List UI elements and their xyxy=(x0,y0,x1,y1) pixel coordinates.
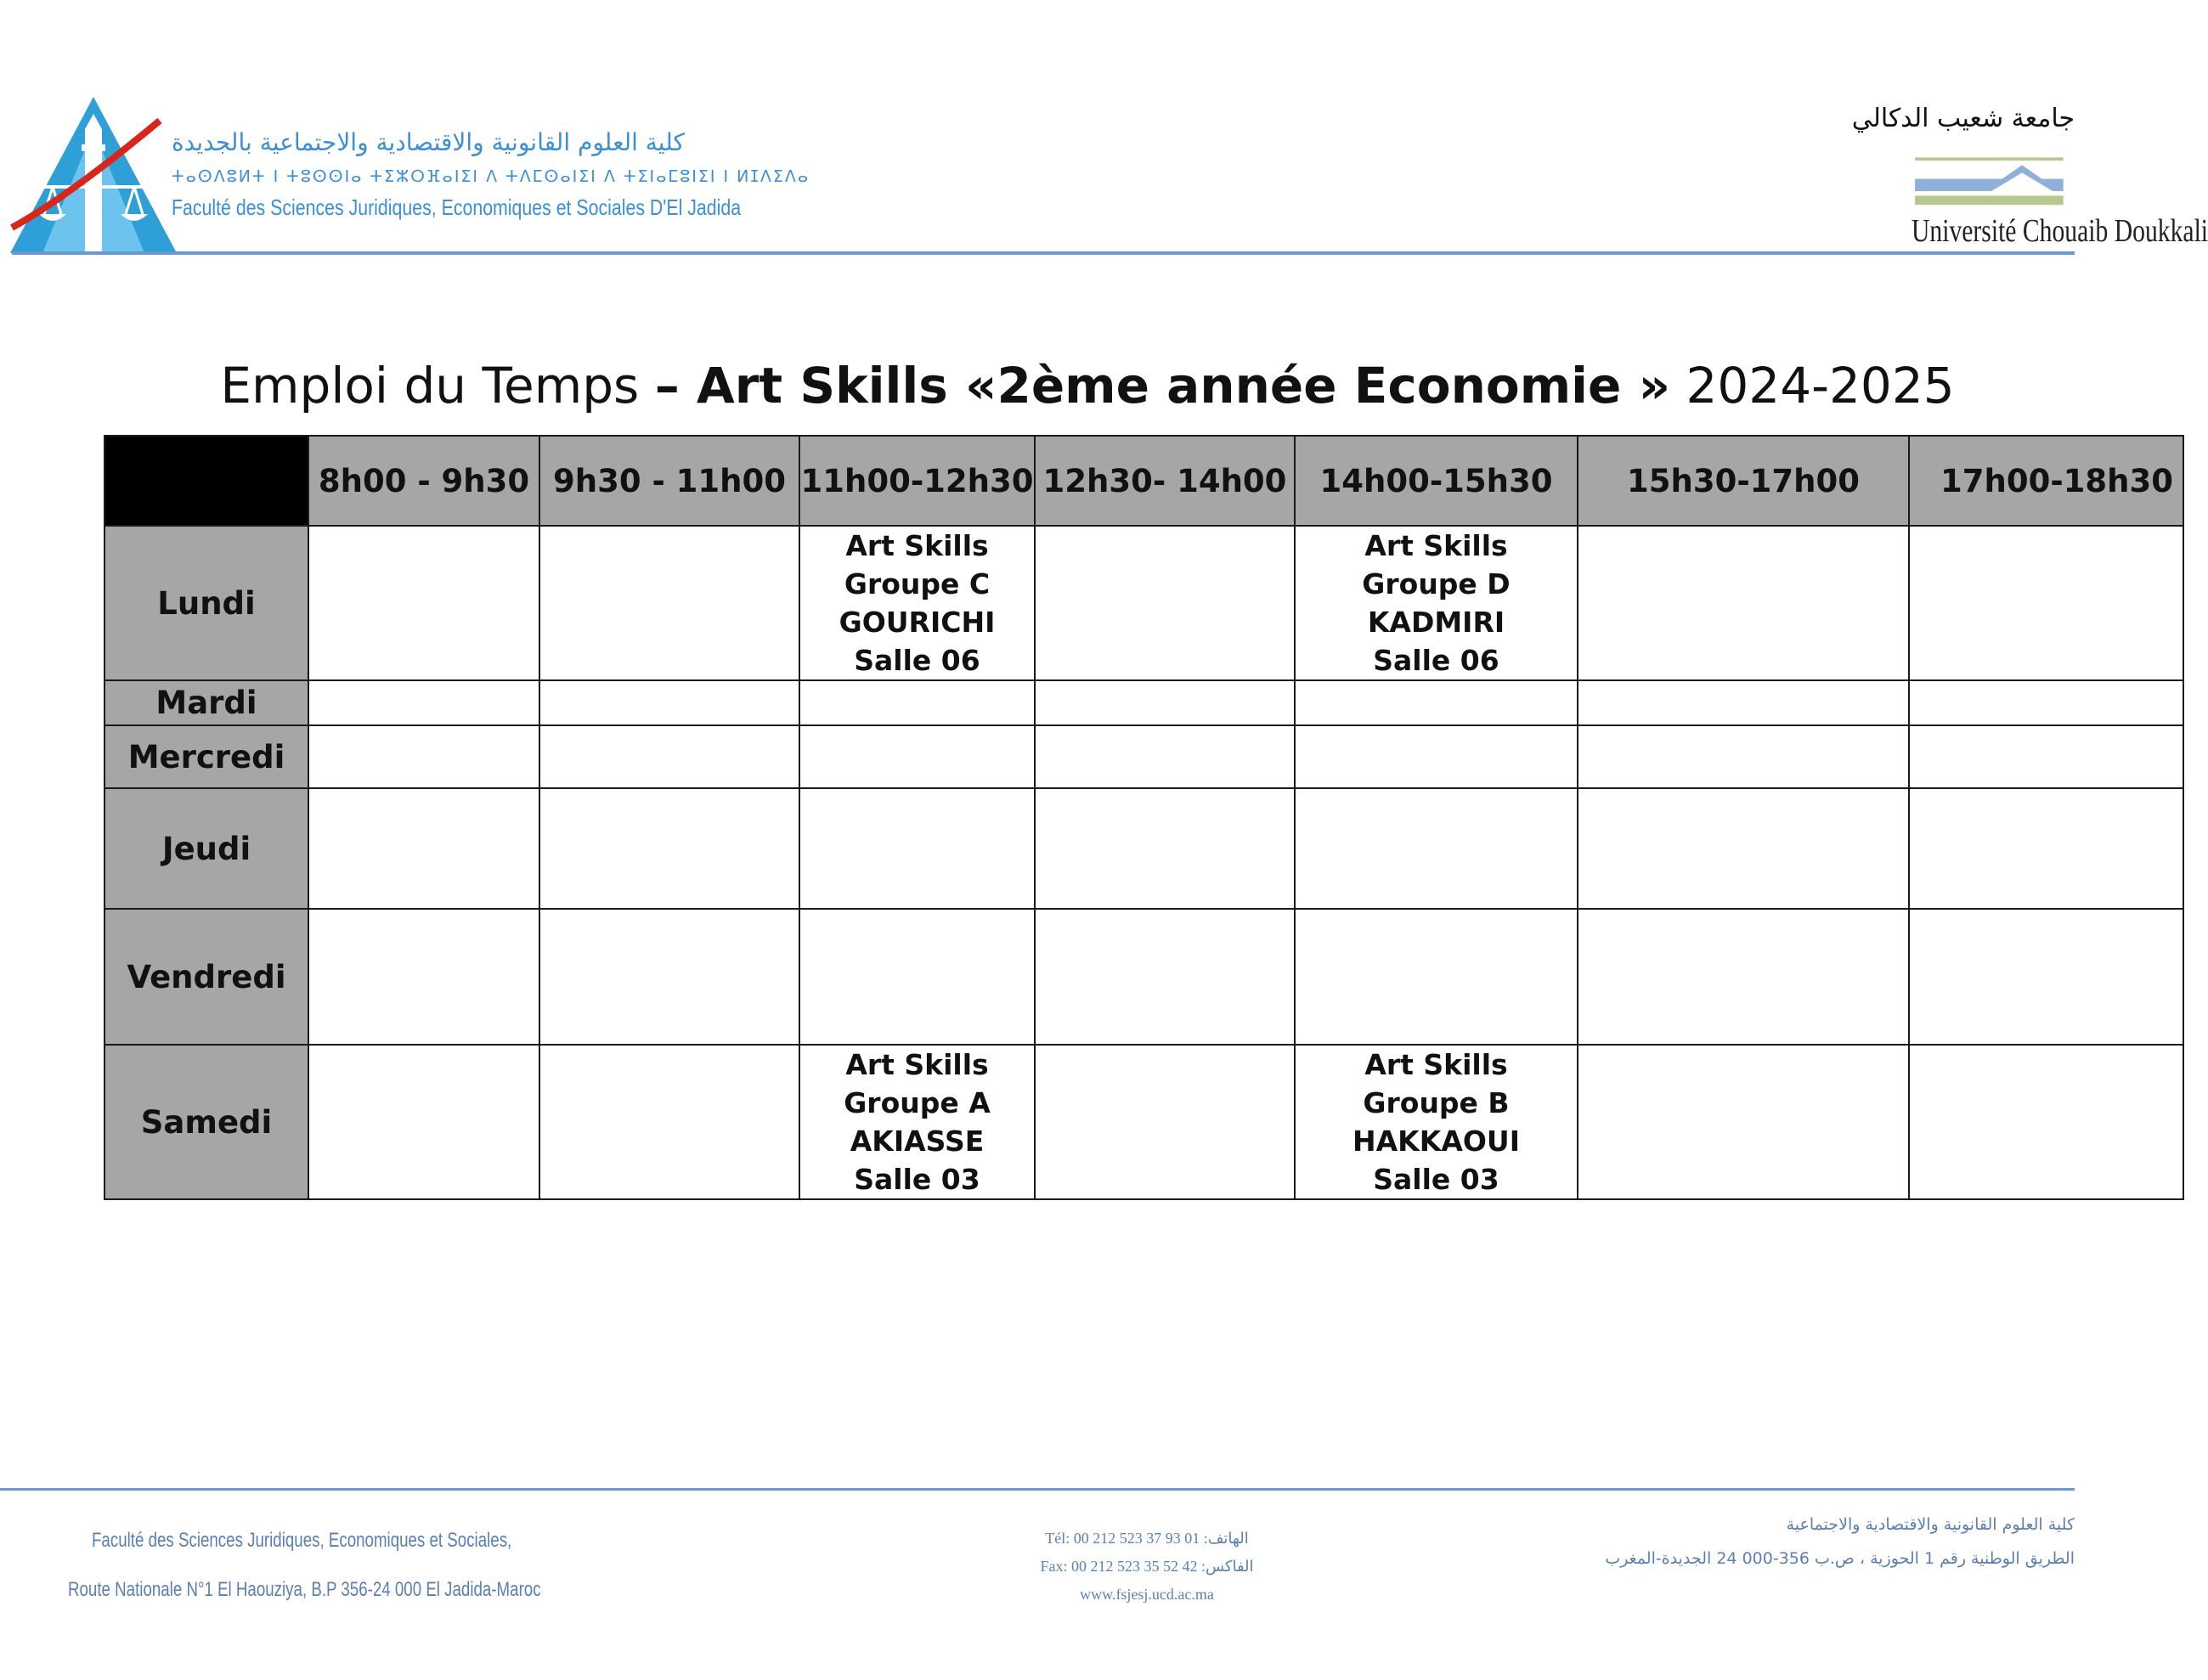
session-line: HAKKAOUI xyxy=(1352,1125,1520,1158)
title-suffix: 2024-2025 xyxy=(1670,357,1955,414)
session-line: Salle 03 xyxy=(854,1163,980,1196)
session-line: Salle 03 xyxy=(1373,1163,1499,1196)
session-line: Groupe D xyxy=(1362,567,1511,600)
footer-faculty-name: Faculté des Sciences Juridiques, Economiques et Sociales, xyxy=(92,1529,512,1552)
session-line: GOURICHI xyxy=(839,606,996,639)
university-emblem-icon xyxy=(1910,138,2075,214)
footer-tel: Tél: 00 212 523 37 93 01 :الهاتف xyxy=(1045,1530,1249,1547)
day-row xyxy=(104,909,2183,1045)
timetable-cell xyxy=(1578,1045,1909,1199)
session-cell xyxy=(1295,526,1578,680)
timetable-cell xyxy=(799,725,1035,788)
timetable-cell xyxy=(1578,725,1909,788)
session-line: Salle 06 xyxy=(1373,644,1499,677)
day-row xyxy=(104,680,2183,725)
timetable-cell xyxy=(539,725,799,788)
footer-contact xyxy=(977,1525,1317,1609)
footer-arabic-line-1: كلية العلوم القانونية والاقتصادية والاجتماعية xyxy=(1786,1515,2075,1534)
timetable-cell xyxy=(1035,526,1295,680)
university-name-arabic: جامعة شعيب الدكالي xyxy=(1851,104,2075,133)
timetable-cell xyxy=(539,526,799,680)
timetable-cell xyxy=(1295,909,1578,1045)
timetable-cell xyxy=(1578,526,1909,680)
time-slot-header: 12h30- 14h00 xyxy=(1035,436,1295,526)
time-slot-header: 11h00-12h30 xyxy=(799,436,1035,526)
session-line: KADMIRI xyxy=(1367,606,1505,639)
page-header xyxy=(0,0,2208,263)
footer-arabic-line-2: الطريق الوطنية رقم 1 الحوزية ، ص.ب 356-000 24 الجديدة-المغرب xyxy=(1605,1549,2075,1568)
timetable-cell xyxy=(539,909,799,1045)
session-cell xyxy=(799,526,1035,680)
session-line: Salle 06 xyxy=(854,644,980,677)
timetable-cell xyxy=(1909,725,2183,788)
faculty-name-arabic: كلية العلوم القانونية والاقتصادية والاجتماعية بالجديدة xyxy=(172,128,685,156)
title-prefix: Emploi du Temps xyxy=(220,357,655,414)
header-divider xyxy=(12,251,2075,255)
footer-website-link[interactable]: www.fsjesj.ucd.ac.ma xyxy=(1080,1586,1214,1603)
title-bold: – Art Skills «2ème année Economie » xyxy=(654,357,1671,414)
timetable-cell xyxy=(1295,725,1578,788)
timetable-cell xyxy=(308,909,539,1045)
footer-fax: Fax: 00 212 523 35 52 42 :الفاكس xyxy=(1040,1558,1254,1575)
timetable-body xyxy=(104,526,2183,1199)
day-label: Vendredi xyxy=(104,909,308,1045)
session-cell xyxy=(1295,1045,1578,1199)
time-slot-header: 14h00-15h30 xyxy=(1295,436,1578,526)
timetable-cell xyxy=(1909,680,2183,725)
session-line: Art Skills xyxy=(1364,1048,1508,1081)
timetable-cell xyxy=(1035,909,1295,1045)
faculty-names xyxy=(172,127,810,223)
timetable-cell xyxy=(308,788,539,909)
time-slot-header: 15h30-17h00 xyxy=(1578,436,1909,526)
university-logo xyxy=(1851,104,2208,252)
day-row xyxy=(104,788,2183,909)
timetable-cell xyxy=(308,1045,539,1199)
session-cell xyxy=(799,1045,1035,1199)
faculty-name-tifinagh: ⵜⴰⵙⴷⵓⵍⵜ ⵏ ⵜⵓⵙⵙⵏⴰ ⵜⵉⵣⵔⴼⴰⵏⵉⵏ ⴷ ⵜⴷⵎⵙⴰⵏⵉⵏ ⴷ ⵜⵉⵏⴰⵎⵓⵏⵉⵏ ⵏ ⵍⵊⴷⵉⴷⴰ xyxy=(172,167,810,186)
session-line: Groupe A xyxy=(844,1086,991,1119)
timetable-cell xyxy=(1909,526,2183,680)
day-label: Lundi xyxy=(104,526,308,680)
timetable-cell xyxy=(1035,680,1295,725)
timetable-cell xyxy=(1909,1045,2183,1199)
footer-divider xyxy=(0,1488,2075,1491)
timetable-header-row xyxy=(104,436,2183,526)
session-line: Art Skills xyxy=(845,1048,989,1081)
timetable-cell xyxy=(1035,1045,1295,1199)
timetable-cell xyxy=(1578,680,1909,725)
day-label: Mardi xyxy=(104,680,308,725)
faculty-name-french: Faculté des Sciences Juridiques, Economiques et Sociales D'El Jadida xyxy=(172,194,742,220)
footer-arabic-address xyxy=(1605,1508,2075,1576)
timetable-cell xyxy=(1578,788,1909,909)
footer-address-line: Route Nationale N°1 El Haouziya, B.P 356-24 000 El Jadida-Maroc xyxy=(68,1578,541,1601)
timetable-cell xyxy=(799,909,1035,1045)
page-title xyxy=(0,357,2175,414)
timetable-cell xyxy=(799,788,1035,909)
session-line: Art Skills xyxy=(1364,529,1508,562)
timetable-cell xyxy=(308,680,539,725)
day-row xyxy=(104,1045,2183,1199)
faculty-logo xyxy=(8,95,178,257)
session-line: Groupe B xyxy=(1363,1086,1510,1119)
session-line: Art Skills xyxy=(845,529,989,562)
session-line: Groupe C xyxy=(844,567,991,600)
time-slot-header: 8h00 - 9h30 xyxy=(308,436,539,526)
timetable-cell xyxy=(308,725,539,788)
session-line: AKIASSE xyxy=(850,1125,985,1158)
timetable-corner-cell xyxy=(104,436,308,526)
university-name: Université Chouaib Doukkali xyxy=(1912,213,2208,249)
timetable-cell xyxy=(1295,680,1578,725)
time-slot-header: 17h00-18h30 xyxy=(1909,436,2183,526)
timetable xyxy=(104,435,2184,1200)
timetable-cell xyxy=(539,788,799,909)
timetable-cell xyxy=(1295,788,1578,909)
day-row xyxy=(104,725,2183,788)
timetable-cell xyxy=(1035,788,1295,909)
timetable-cell xyxy=(539,680,799,725)
timetable-container xyxy=(104,435,2173,1201)
time-slot-header: 9h30 - 11h00 xyxy=(539,436,799,526)
day-row xyxy=(104,526,2183,680)
day-label: Jeudi xyxy=(104,788,308,909)
timetable-cell xyxy=(799,680,1035,725)
timetable-cell xyxy=(1909,788,2183,909)
timetable-cell xyxy=(1035,725,1295,788)
timetable-cell xyxy=(1578,909,1909,1045)
timetable-cell xyxy=(308,526,539,680)
day-label: Mercredi xyxy=(104,725,308,788)
day-label: Samedi xyxy=(104,1045,308,1199)
timetable-cell xyxy=(1909,909,2183,1045)
timetable-cell xyxy=(539,1045,799,1199)
